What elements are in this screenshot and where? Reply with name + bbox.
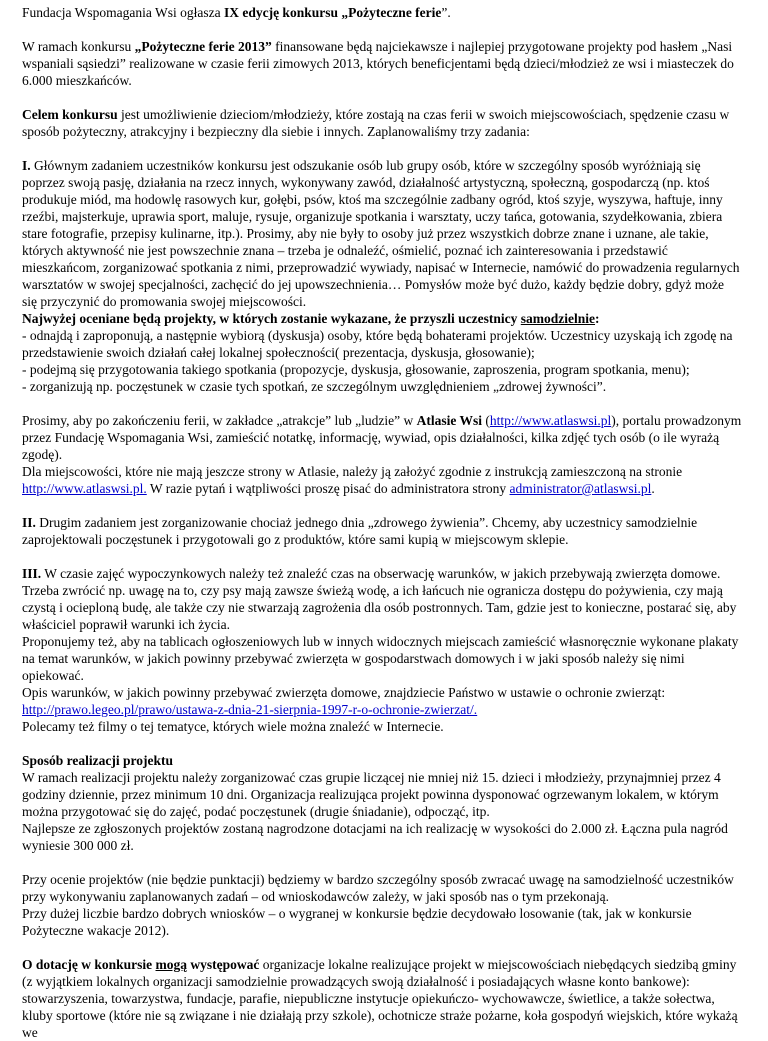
admin-email-link[interactable]: administrator@atlaswsi.pl [509, 481, 652, 496]
rated-label: Najwyżej oceniane będą projekty, w których zostanie wykazane, że przyszli uczestnicy samodzielnie: [22, 311, 600, 326]
task-1-bullet-3: - zorganizują np. poczęstunek w czasie tych spotkań, ze szczególnym uwzględnieniem „zdrowej żywności”. [22, 379, 607, 394]
eligibility-section: O dotację w konkursie mogą występować organizacje lokalne realizujące projekt w miejscowościach niebędących siedzibą gminy (z wyjątkiem lokalnych organizacji samodzielnie prowadzących swoją działalność i posiadających własne konto bankowe): stowarzyszenia, towarzystwa, fundacje, parafie, niepubliczne instytucje opiekuńczo- wychowawcze, świetlice, a także sołectwa, kluby sportowe (które nie są związane i nie działają przy szkole), ochotnicze straże pożarne, koła gospodyń wiejskich, które wykażą we [22, 957, 738, 1040]
law-link[interactable]: http://prawo.legeo.pl/prawo/ustawa-z-dnia-21-sierpnia-1997-r-o-ochronie-zwierzat/. [22, 702, 478, 717]
atlas-name: Atlasie Wsi [416, 413, 482, 428]
goal-paragraph: Celem konkursu jest umożliwienie dzieciom/młodzieży, które zostają na czas ferii w swoich miejscowościach, spędzenie czasu w sposób pożyteczny, atrakcyjny i bezpieczny dla siebie i innych. Zaplanowaliśmy trzy zadania: [22, 107, 730, 139]
task-1-bullet-1: - odnajdą i zaproponują, a następnie wybiorą (dyskusja) osoby, które będą bohaterami projektów. Uczestnicy uzyskają ich zgodę na przedstawienie swoich działań całej lokalnej społeczności( prezentacja, dyskusja, głosowanie); [22, 328, 733, 360]
intro-paragraph: Fundacja Wspomagania Wsi ogłasza IX edycję konkursu „Pożyteczne ferie”. [22, 5, 451, 20]
task-1-section: I. Głównym zadaniem uczestników konkursu jest odszukanie osób lub grupy osób, które w szczególny sposób wyróżniają się poprzez swoją pasję, działania na rzecz innych, wykonywany zawód, działalność artystyczną, społeczną, gospodarczą (np. ktoś produkuje miód, ma hodowlę rasowych kur, gołębi, psów, ktoś ma szczególnie zadbany ogród, ktoś szyje, wyszywa, haftuje, inny rzeźbi, majsterkuje, uprawia sport, maluje, rysuje, organizuje spotkania i warsztaty, uczy tańca, gotowania, szydełkowania, zbiera stare fotografie, przepisy kulinarne, itp.). Prosimy, aby nie były to osoby już przez wszystkich dobrze znane i uznane, ale takie, których aktywność nie jest powszechnie znana – trzeba je odnaleźć, ośmielić, poznać ich zainteresowania i przedstawić mieszkańcom, zorganizować spotkania z nimi, przeprowadzić wywiady, napisać w Internecie, namówić do prowadzenia regularnych warsztatów w swojej specjalności, zachęcić do jej upowszechnienia… Pomysłów może być dużo, każdy będzie dobry, gdyż może się przyczynić do promowania swojej miejscowości. Najwyżej oceniane będą projekty, w których zostanie wykazane, że przyszli uczestnicy samodzielnie: - odnajdą i zaproponują, a następnie wybiorą (dyskusja) osoby, które będą bohaterami projektów. Uczestnicy uzyskają ich zgodę na przedstawienie swoich działań całej lokalnej społeczności( prezentacja, dyskusja, głosowanie); - podejmą się przygotowania takiego spotkania (propozycje, dyskusja, głosowanie, zaproszenia, program spotkania, menu); - zorganizują np. poczęstunek w czasie tych spotkań, ze szczególnym uwzględnieniem „zdrowej żywności”. [22, 158, 740, 394]
evaluation-section: Przy ocenie projektów (nie będzie punktacji) będziemy w bardzo szczególny sposób zwracać uwagę na samodzielność uczestników przy wykonywaniu zaplanowanych zadań – od wnioskodawców zależy, w jaki sposób nas o tym przekonają. Przy dużej liczbie bardzo dobrych wniosków – o wygranej w konkursie będzie decydowało losowanie (tak, jak w konkursie Pożyteczne wakacje 2012). [22, 872, 734, 938]
method-heading: Sposób realizacji projektu [22, 753, 174, 768]
contest-name: „Pożyteczne ferie 2013” [134, 39, 272, 54]
task-2-section: II. Drugim zadaniem jest zorganizowanie chociaż jednego dnia „zdrowego żywienia”. Chcemy, aby uczestnicy samodzielnie zaprojektowali poczęstunek i przygotowali go z produktów, które sami kupią w miejscowym sklepie. [22, 515, 698, 547]
atlas-paragraph: Prosimy, aby po zakończeniu ferii, w zakładce „atrakcje” lub „ludzie” w Atlasie Wsi (http://www.atlaswsi.pl), portalu prowadzonym przez Fundację Wspomagania Wsi, zamieścić notatkę, informację, wywiad, opis działalności, kilka zdjęć tych osób (o ile wyrażą zgodę). Dla miejscowości, które nie mają jeszcze strony w Atlasie, należy ją założyć zgodnie z instrukcją zamieszczoną na stronie http://www.atlaswsi.pl. W razie pytań i wątpliwości proszę pisać do administratora strony administrator@atlaswsi.pl. [22, 413, 742, 496]
edition-title: IX edycję konkursu „Pożyteczne ferie [223, 5, 442, 20]
task-1-number: I. [22, 158, 31, 173]
program-paragraph: W ramach konkursu „Pożyteczne ferie 2013” finansowane będą najciekawsze i najlepiej przygotowane projekty pod hasłem „Nasi wspaniali sąsiedzi” realizowane w czasie ferii zimowych 2013, których beneficjentami będą dzieci/młodzież ze wsi i miasteczek do 6.000 mieszkańców. [22, 39, 734, 88]
task-3-section: III. W czasie zajęć wypoczynkowych należy też znaleźć czas na obserwację warunków, w jakich przebywają zwierzęta domowe. Trzeba zwrócić np. uwagę na to, czy psy mają zawsze świeżą wodę, a ich łańcuch nie ogranicza dostępu do pożywienia, czy mają czystą i ocieploną budę, ale także czy nie stwarzają zagrożenia dla osób postronnych. Tam, gdzie jest to konieczne, postarać się, aby właściciel poprawił warunki ich życia. Proponujemy też, aby na tablicach ogłoszeniowych lub w innych widocznych miejscach zamieścić własnoręcznie wykonane plakaty na temat warunków, w jakich powinny przebywać zwierzęta w gospodarstwach domowych i w jaki sposób należy się nimi opiekować. Opis warunków, w jakich powinny przebywać zwierzęta domowe, znajdziecie Państwo w ustawie o ochronie zwierząt: http://prawo.legeo.pl/prawo/ustawa-z-dnia-21-sierpnia-1997-r-o-ochronie-zwierzat/. Polecamy też filmy o tej tematyce, których wiele można znaleźć w Internecie. [22, 566, 739, 734]
eligibility-label: O dotację w konkursie mogą występować [22, 957, 260, 972]
task-3-number: III. [22, 566, 42, 581]
task-1-bullet-2: - podejmą się przygotowania takiego spotkania (propozycje, dyskusja, głosowanie, zaproszenia, program spotkania, menu); [22, 362, 690, 377]
atlas-link-2[interactable]: http://www.atlaswsi.pl. [22, 481, 147, 496]
method-section: Sposób realizacji projektu W ramach realizacji projektu należy zorganizować czas grupie liczącej nie mniej niż 15. dzieci i młodzieży, przynajmniej przez 4 godziny dziennie, przez minimum 10 dni. Organizacja realizująca projekt powinna dysponować ogrzewanym lokalem, w którym można przygotować się do zajęć, podać poczęstunek (drugie śniadanie), odpocząć, itp. Najlepsze ze zgłoszonych projektów zostaną nagrodzone dotacjami na ich realizację w wysokości do 2.000 zł. Łączna pula nagród wyniesie 300 000 zł. [22, 753, 728, 853]
atlas-link[interactable]: http://www.atlaswsi.pl [489, 413, 612, 428]
task-2-number: II. [22, 515, 36, 530]
goal-label: Celem konkursu [22, 107, 118, 122]
